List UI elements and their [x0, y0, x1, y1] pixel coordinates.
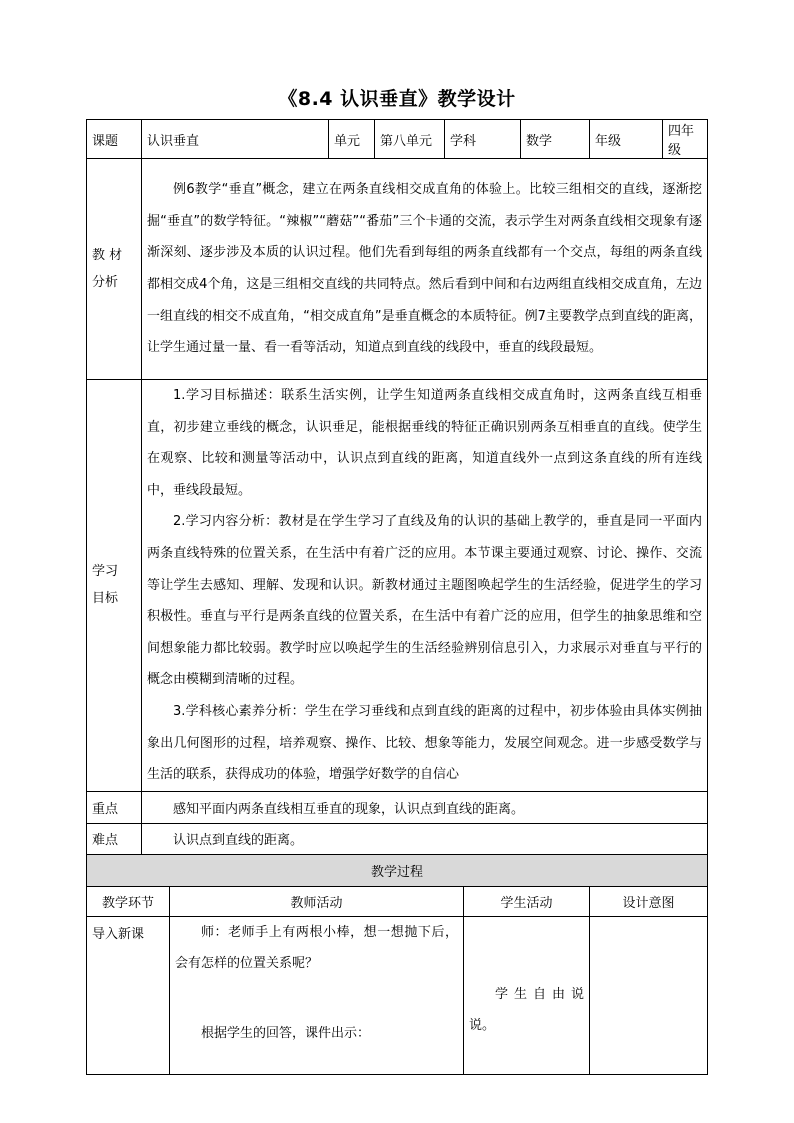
- teacher-activity-cell: [170, 916, 464, 1074]
- process-header-row: [87, 854, 708, 886]
- teacher-activity-p2: 根据学生的回答，课件出示：: [201, 1025, 371, 1041]
- goal-paragraph-1: 1.学习目标描述：联系生活实例，让学生知道两条直线相交成直角时，这两条直线互相垂直，初步建立垂线的概念，认识垂足，能根据垂线的特征正确识别两条互相垂直的直线。使学生在观察、比较和测量等活动中，认识点到直线的距离，知道直线外一点到这条直线的所有连线中，垂线段最短。: [147, 388, 703, 498]
- document-title: 《8.4 认识垂直》教学设计: [278, 88, 516, 110]
- difficulty-text: 认识点到直线的距离。: [142, 823, 708, 854]
- key-point-row: [87, 791, 708, 823]
- info-row: [87, 120, 708, 159]
- design-intent-cell: [590, 916, 708, 1074]
- unit-label: 单元: [329, 120, 375, 159]
- column-teacher-activity: 教师活动: [170, 886, 464, 916]
- key-point-text: 感知平面内两条直线相互垂直的现象，认识点到直线的距离。: [142, 791, 708, 823]
- student-activity-cell: 学生自由说说。: [464, 916, 590, 1074]
- goal-paragraph-3: 3.学科核心素养分析：学生在学习垂线和点到直线的距离的过程中，初步体验由具体实例抽象出几何图形的过程，培养观察、操作、比较、想象等能力，发展空间观念。进一步感受数学与生活的联系，获得成功的体验，增强学好数学的自信心: [147, 703, 703, 783]
- teacher-activity-p1: 师：老师手上有两根小棒，想一想抛下后，会有怎样的位置关系呢？: [175, 924, 459, 972]
- process-columns-row: [87, 886, 708, 916]
- subject-label: 学科: [445, 120, 521, 159]
- process-header: 教学过程: [87, 854, 708, 886]
- difficulty-label: 难点: [87, 823, 142, 854]
- column-design-intent: 设计意图: [590, 886, 708, 916]
- material-analysis-label: 教 材 分析: [87, 159, 142, 380]
- stage-cell: 导入新课: [87, 916, 170, 1074]
- column-student-activity: 学生活动: [464, 886, 590, 916]
- process-row-intro: [87, 916, 708, 1074]
- grade-label: 年级: [590, 120, 663, 159]
- topic-value: 认识垂直: [142, 120, 329, 159]
- column-stage: 教学环节: [87, 886, 170, 916]
- material-analysis-row: [87, 159, 708, 380]
- learning-goals-label: 学习 目标: [87, 380, 142, 792]
- topic-label: 课题: [87, 120, 142, 159]
- subject-value: 数学: [521, 120, 590, 159]
- goal-paragraph-2: 2.学习内容分析：教材是在学生学习了直线及角的认识的基础上教学的，垂直是同一平面内两条直线特殊的位置关系，在生活中有着广泛的应用。本节课主要通过观察、讨论、操作、交流等让学生去感知、理解、发现和认识。新教材通过主题图唤起学生的生活经验，促进学生的学习积极性。垂直与平行是两条直线的位置关系，在生活中有着广泛的应用，但学生的抽象思维和空间想象能力都比较弱。教学时应以唤起学生的生活经验辨别信息引入，力求展示对垂直与平行的概念由模糊到清晰的过程。: [147, 514, 703, 688]
- difficulty-row: [87, 823, 708, 854]
- unit-value: 第八单元: [375, 120, 445, 159]
- learning-goals-row: [87, 380, 708, 792]
- material-analysis-text: 例6教学“垂直”概念，建立在两条直线相交成直角的体验上。比较三组相交的直线，逐渐挖掘“垂直”的数学特征。“辣椒”“蘑菇”“番茄”三个卡通的交流，表示学生对两条直线相交现象有逐渐深刻、逐步涉及本质的认识过程。他们先看到每组的两条直线都有一个交点，每组的两条直线都相交成4个角，这是三组相交直线的共同特点。然后看到中间和右边两组直线相交成直角，左边一组直线的相交不成直角，“相交成直角”是垂直概念的本质特征。例7主要教学点到直线的距离，让学生通过量一量、看一看等活动，知道点到直线的线段中，垂直的线段最短。: [142, 159, 708, 380]
- learning-goals-text: [142, 380, 708, 792]
- key-point-label: 重点: [87, 791, 142, 823]
- grade-value: 四年级: [663, 120, 708, 159]
- lesson-plan-table: [86, 119, 708, 1075]
